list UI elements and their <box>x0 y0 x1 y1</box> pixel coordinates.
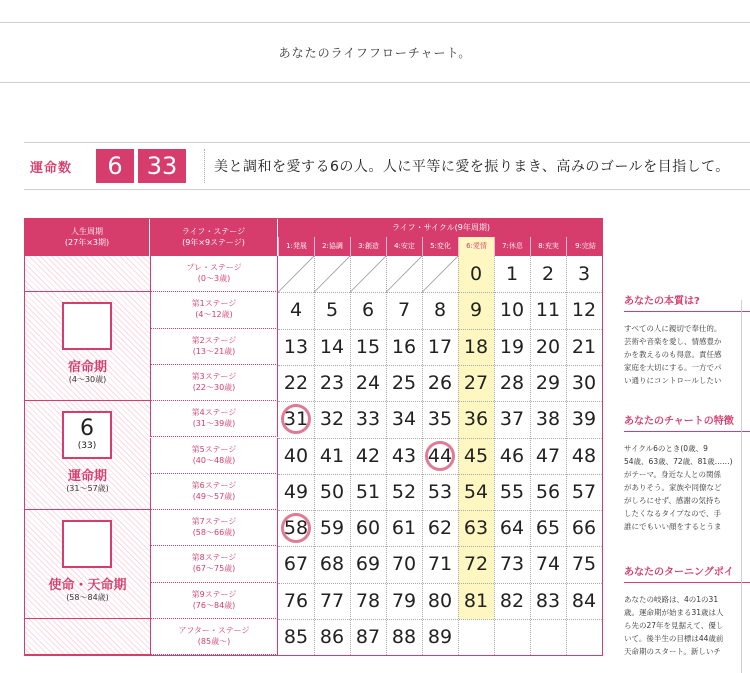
age-cell: 2 <box>541 263 555 285</box>
age-cell: 80 <box>427 589 453 612</box>
age-cell: 71 <box>427 553 453 576</box>
age-cell: 53 <box>427 480 453 503</box>
stage-name: 第6ステージ <box>191 480 237 490</box>
age-cell: 41 <box>319 444 345 467</box>
age-cell: 7 <box>397 299 411 322</box>
age-cell: 62 <box>427 517 453 540</box>
stage-ages: (0〜3歳) <box>197 274 231 283</box>
article-line: いて。後半生の目標は44歳前 <box>624 634 724 643</box>
age-cell: 66 <box>571 517 597 540</box>
age-cell: 20 <box>535 335 561 358</box>
age-cell: 67 <box>283 553 309 576</box>
stage-cell-9 <box>150 583 278 619</box>
period-number-box <box>62 302 112 350</box>
age-cell: 39 <box>571 408 597 431</box>
turning-point-circle <box>281 513 311 543</box>
age-cell: 33 <box>355 408 381 431</box>
age-cell: 50 <box>319 480 345 503</box>
age-cell: 0 <box>469 263 483 285</box>
cycle-header-8: 8:充実 <box>530 237 566 256</box>
period-block-1 <box>25 292 150 401</box>
header-life-stage <box>150 219 278 256</box>
age-cell: 52 <box>391 480 417 503</box>
unmei-separator <box>204 149 205 183</box>
turning-point-circle <box>281 404 311 434</box>
stage-cell-3 <box>150 365 278 401</box>
age-cell: 38 <box>535 408 561 431</box>
period-name: 運命期 <box>67 469 107 485</box>
stage-cell-7 <box>150 510 278 546</box>
unmei-number-bar <box>24 142 750 190</box>
empty-cell-slash <box>386 256 422 292</box>
age-cell: 74 <box>535 553 561 576</box>
article-heading: あなたの本質は? <box>624 292 750 312</box>
article-line: がしろにせず、感謝の気持ち <box>624 496 721 505</box>
stage-name: 第3ステージ <box>191 371 237 381</box>
header-life-period <box>25 219 150 256</box>
age-cell: 3 <box>577 263 591 285</box>
period-name: 使命・天命期 <box>48 578 127 594</box>
period-age-range: (58〜84歳) <box>66 593 109 603</box>
age-cell: 8 <box>433 299 447 322</box>
stage-cell-8 <box>150 546 278 582</box>
cycle-header-6: 6:愛情 <box>458 237 494 256</box>
age-cell: 48 <box>571 444 597 467</box>
age-cell: 59 <box>319 517 345 540</box>
age-cell: 15 <box>355 335 381 358</box>
article-line: あなたの岐路は、4の1の31 <box>624 595 719 604</box>
age-cell: 78 <box>355 589 381 612</box>
stage-ages: (58〜66歳) <box>192 528 236 538</box>
article-line: サイクル6のとき(0歳、9 <box>624 444 708 453</box>
article-line: ら先の27年を見据えて、優し <box>624 621 724 630</box>
stage-cell-10 <box>150 619 278 655</box>
article-heading: あなたのターニングポイ <box>624 563 750 583</box>
age-cell: 28 <box>499 371 525 394</box>
age-cell: 16 <box>391 335 417 358</box>
age-cell: 5 <box>325 299 339 322</box>
age-cell: 68 <box>319 553 345 576</box>
header-stage-title: ライフ・ステージ <box>181 227 246 236</box>
stage-cell-5 <box>150 438 278 474</box>
age-cell: 13 <box>283 335 309 358</box>
stage-name: 第8ステージ <box>191 553 237 563</box>
cycle-header-9: 9:完結 <box>566 237 603 256</box>
article-line: 芸術や音楽を愛し、情感豊か <box>624 337 722 346</box>
age-cell: 42 <box>355 444 381 467</box>
stage-name: 第5ステージ <box>191 444 237 454</box>
article-section-2 <box>624 412 750 533</box>
age-cell: 64 <box>499 517 525 540</box>
stage-ages: (49〜57歳) <box>192 491 236 501</box>
header-stage-sub: (9年×9ステージ) <box>182 238 245 247</box>
age-cell: 76 <box>283 589 309 612</box>
age-cell: 43 <box>391 444 417 467</box>
top-divider <box>0 22 750 23</box>
age-cell: 61 <box>391 517 417 540</box>
empty-cell-slash <box>350 256 386 292</box>
age-cell: 51 <box>355 480 381 503</box>
age-cell: 11 <box>535 299 561 322</box>
empty-cell-slash <box>278 256 314 292</box>
age-cell: 14 <box>319 335 345 358</box>
age-cell: 31 <box>283 408 309 431</box>
age-cell: 19 <box>499 335 525 358</box>
age-cell: 70 <box>391 553 417 576</box>
article-heading: あなたのチャートの特徴 <box>624 412 750 432</box>
period-block-3 <box>25 510 150 619</box>
article-line: 家庭を大切にする。一方でパ <box>624 363 722 372</box>
age-cell: 26 <box>427 371 453 394</box>
stage-ages: (4〜12歳) <box>195 310 233 320</box>
age-cell: 44 <box>427 444 453 467</box>
stage-name: 第7ステージ <box>191 517 237 527</box>
life-flow-chart-table <box>24 218 603 656</box>
age-cell: 47 <box>535 444 561 467</box>
age-cell: 84 <box>571 589 597 612</box>
cycle-header-7: 7:休息 <box>494 237 530 256</box>
age-cell: 49 <box>283 480 309 503</box>
age-cell: 69 <box>355 553 381 576</box>
stage-ages: (85歳〜) <box>197 637 231 646</box>
period-number-box <box>62 520 112 568</box>
period-age-range: (31〜57歳) <box>66 484 109 494</box>
age-cell: 36 <box>463 408 489 431</box>
stage-ages: (31〜39歳) <box>192 419 236 429</box>
unmei-number-badge: 6 <box>96 149 134 183</box>
article-line: かを教えるのも得意。責任感 <box>624 350 722 359</box>
age-cell: 72 <box>463 553 489 576</box>
article-line: 天命期のスタート。新しいチ <box>624 647 721 656</box>
age-cell: 35 <box>427 408 453 431</box>
stage-name: 第2ステージ <box>191 335 237 345</box>
age-cell: 21 <box>571 335 597 358</box>
header-life-cycle: ライフ・サイクル(9年周期) <box>278 219 603 237</box>
stage-name: 第1ステージ <box>191 299 237 309</box>
empty-cell-slash <box>314 256 350 292</box>
article-line: がテーマ。身近な人との関係 <box>624 470 722 479</box>
cycle-header-5: 5:変化 <box>422 237 458 256</box>
period-name: 宿命期 <box>67 360 107 376</box>
stage-ages: (76〜84歳) <box>192 600 236 610</box>
age-cell: 75 <box>571 553 597 576</box>
article-line: い通りにコントロールしたい <box>624 376 722 385</box>
age-cell: 23 <box>319 371 345 394</box>
age-cell: 55 <box>499 480 525 503</box>
stage-ages: (13〜21歳) <box>192 346 236 356</box>
age-cell: 77 <box>319 589 345 612</box>
age-cell: 54 <box>463 480 489 503</box>
age-cell: 34 <box>391 408 417 431</box>
age-cell: 17 <box>427 335 453 358</box>
stage-cell-2 <box>150 329 278 365</box>
age-cell: 6 <box>361 299 375 322</box>
age-cell: 60 <box>355 517 381 540</box>
turning-point-circle <box>425 441 455 471</box>
age-cell: 79 <box>391 589 417 612</box>
article-line: すべての人に親切で奉仕的。 <box>624 324 722 333</box>
age-cell: 89 <box>427 626 453 648</box>
stage-name: アフター・ステージ <box>178 626 250 635</box>
age-cell: 63 <box>463 517 489 540</box>
stage-cell-4 <box>150 401 278 437</box>
stage-name: 第9ステージ <box>191 589 237 599</box>
age-cell: 27 <box>463 371 489 394</box>
age-cell: 46 <box>499 444 525 467</box>
article-line: したくなるタイプなので、手 <box>624 509 721 518</box>
age-cell: 88 <box>391 626 417 648</box>
stage-cell-0 <box>150 256 278 292</box>
stage-name: 第4ステージ <box>191 408 237 418</box>
stage-cell-1 <box>150 292 278 328</box>
age-cell: 18 <box>463 335 489 358</box>
age-cell: 1 <box>505 263 519 285</box>
cycle-header-4: 4:安定 <box>386 237 422 256</box>
period-after-hatch <box>25 619 150 655</box>
age-cell: 40 <box>283 444 309 467</box>
age-cell: 25 <box>391 371 417 394</box>
age-cell: 73 <box>499 553 525 576</box>
article-section-1 <box>624 292 750 387</box>
period-number-box <box>62 411 112 459</box>
master-number-badge: 33 <box>138 149 186 183</box>
age-cell: 10 <box>499 299 525 322</box>
cycle-header-1: 1:発展 <box>278 237 314 256</box>
age-cell: 30 <box>571 371 597 394</box>
right-page-edge <box>741 300 742 673</box>
age-cell: 37 <box>499 408 525 431</box>
unmei-label: 運命数 <box>30 161 73 176</box>
stage-cell-6 <box>150 474 278 510</box>
age-cell: 32 <box>319 408 345 431</box>
age-cell: 57 <box>571 480 597 503</box>
stage-ages: (40〜48歳) <box>192 455 236 465</box>
age-cell: 45 <box>463 444 489 467</box>
header-period-sub: (27年×3期) <box>64 238 110 247</box>
stage-name: プレ・ステージ <box>186 263 242 272</box>
period-box-number: 6 <box>80 416 94 442</box>
title-divider <box>0 82 750 83</box>
age-cell: 65 <box>535 517 561 540</box>
age-cell: 86 <box>319 626 345 648</box>
age-cell: 24 <box>355 371 381 394</box>
period-age-range: (4〜30歳) <box>68 375 107 385</box>
age-cell: 56 <box>535 480 561 503</box>
unmei-description: 美と調和を愛する6の人。人に平等に愛を振りまき、高みのゴールを目指して。 <box>214 159 730 175</box>
cycle-header-2: 2:協調 <box>314 237 350 256</box>
age-cell: 4 <box>289 299 303 322</box>
age-cell: 83 <box>535 589 561 612</box>
page-title: あなたのライフフローチャート。 <box>278 46 472 60</box>
period-block-2 <box>25 401 150 510</box>
age-cell: 81 <box>463 589 489 612</box>
header-period-title: 人生周期 <box>71 227 103 236</box>
age-cell: 82 <box>499 589 525 612</box>
article-line: 54歳、63歳、72歳、81歳……) <box>624 457 733 466</box>
age-cell: 85 <box>283 626 309 648</box>
age-cell: 87 <box>355 626 381 648</box>
age-cell: 29 <box>535 371 561 394</box>
age-cell: 12 <box>571 299 597 322</box>
empty-cell-slash <box>422 256 458 292</box>
cycle-header-3: 3:創造 <box>350 237 386 256</box>
article-section-3 <box>624 563 750 658</box>
period-pre-hatch <box>25 256 150 292</box>
stage-ages: (67〜75歳) <box>192 564 236 574</box>
article-line: 歳。運命期が始まる31歳は人 <box>624 608 724 617</box>
age-cell: 22 <box>283 371 309 394</box>
age-cell: 9 <box>469 299 483 322</box>
period-box-sub: (33) <box>77 441 97 452</box>
age-cell: 58 <box>283 517 309 540</box>
stage-ages: (22〜30歳) <box>192 382 236 392</box>
article-line: 誰にでもいい顔をするとうま <box>624 522 722 531</box>
article-line: がありそう。家族や同僚など <box>624 483 722 492</box>
